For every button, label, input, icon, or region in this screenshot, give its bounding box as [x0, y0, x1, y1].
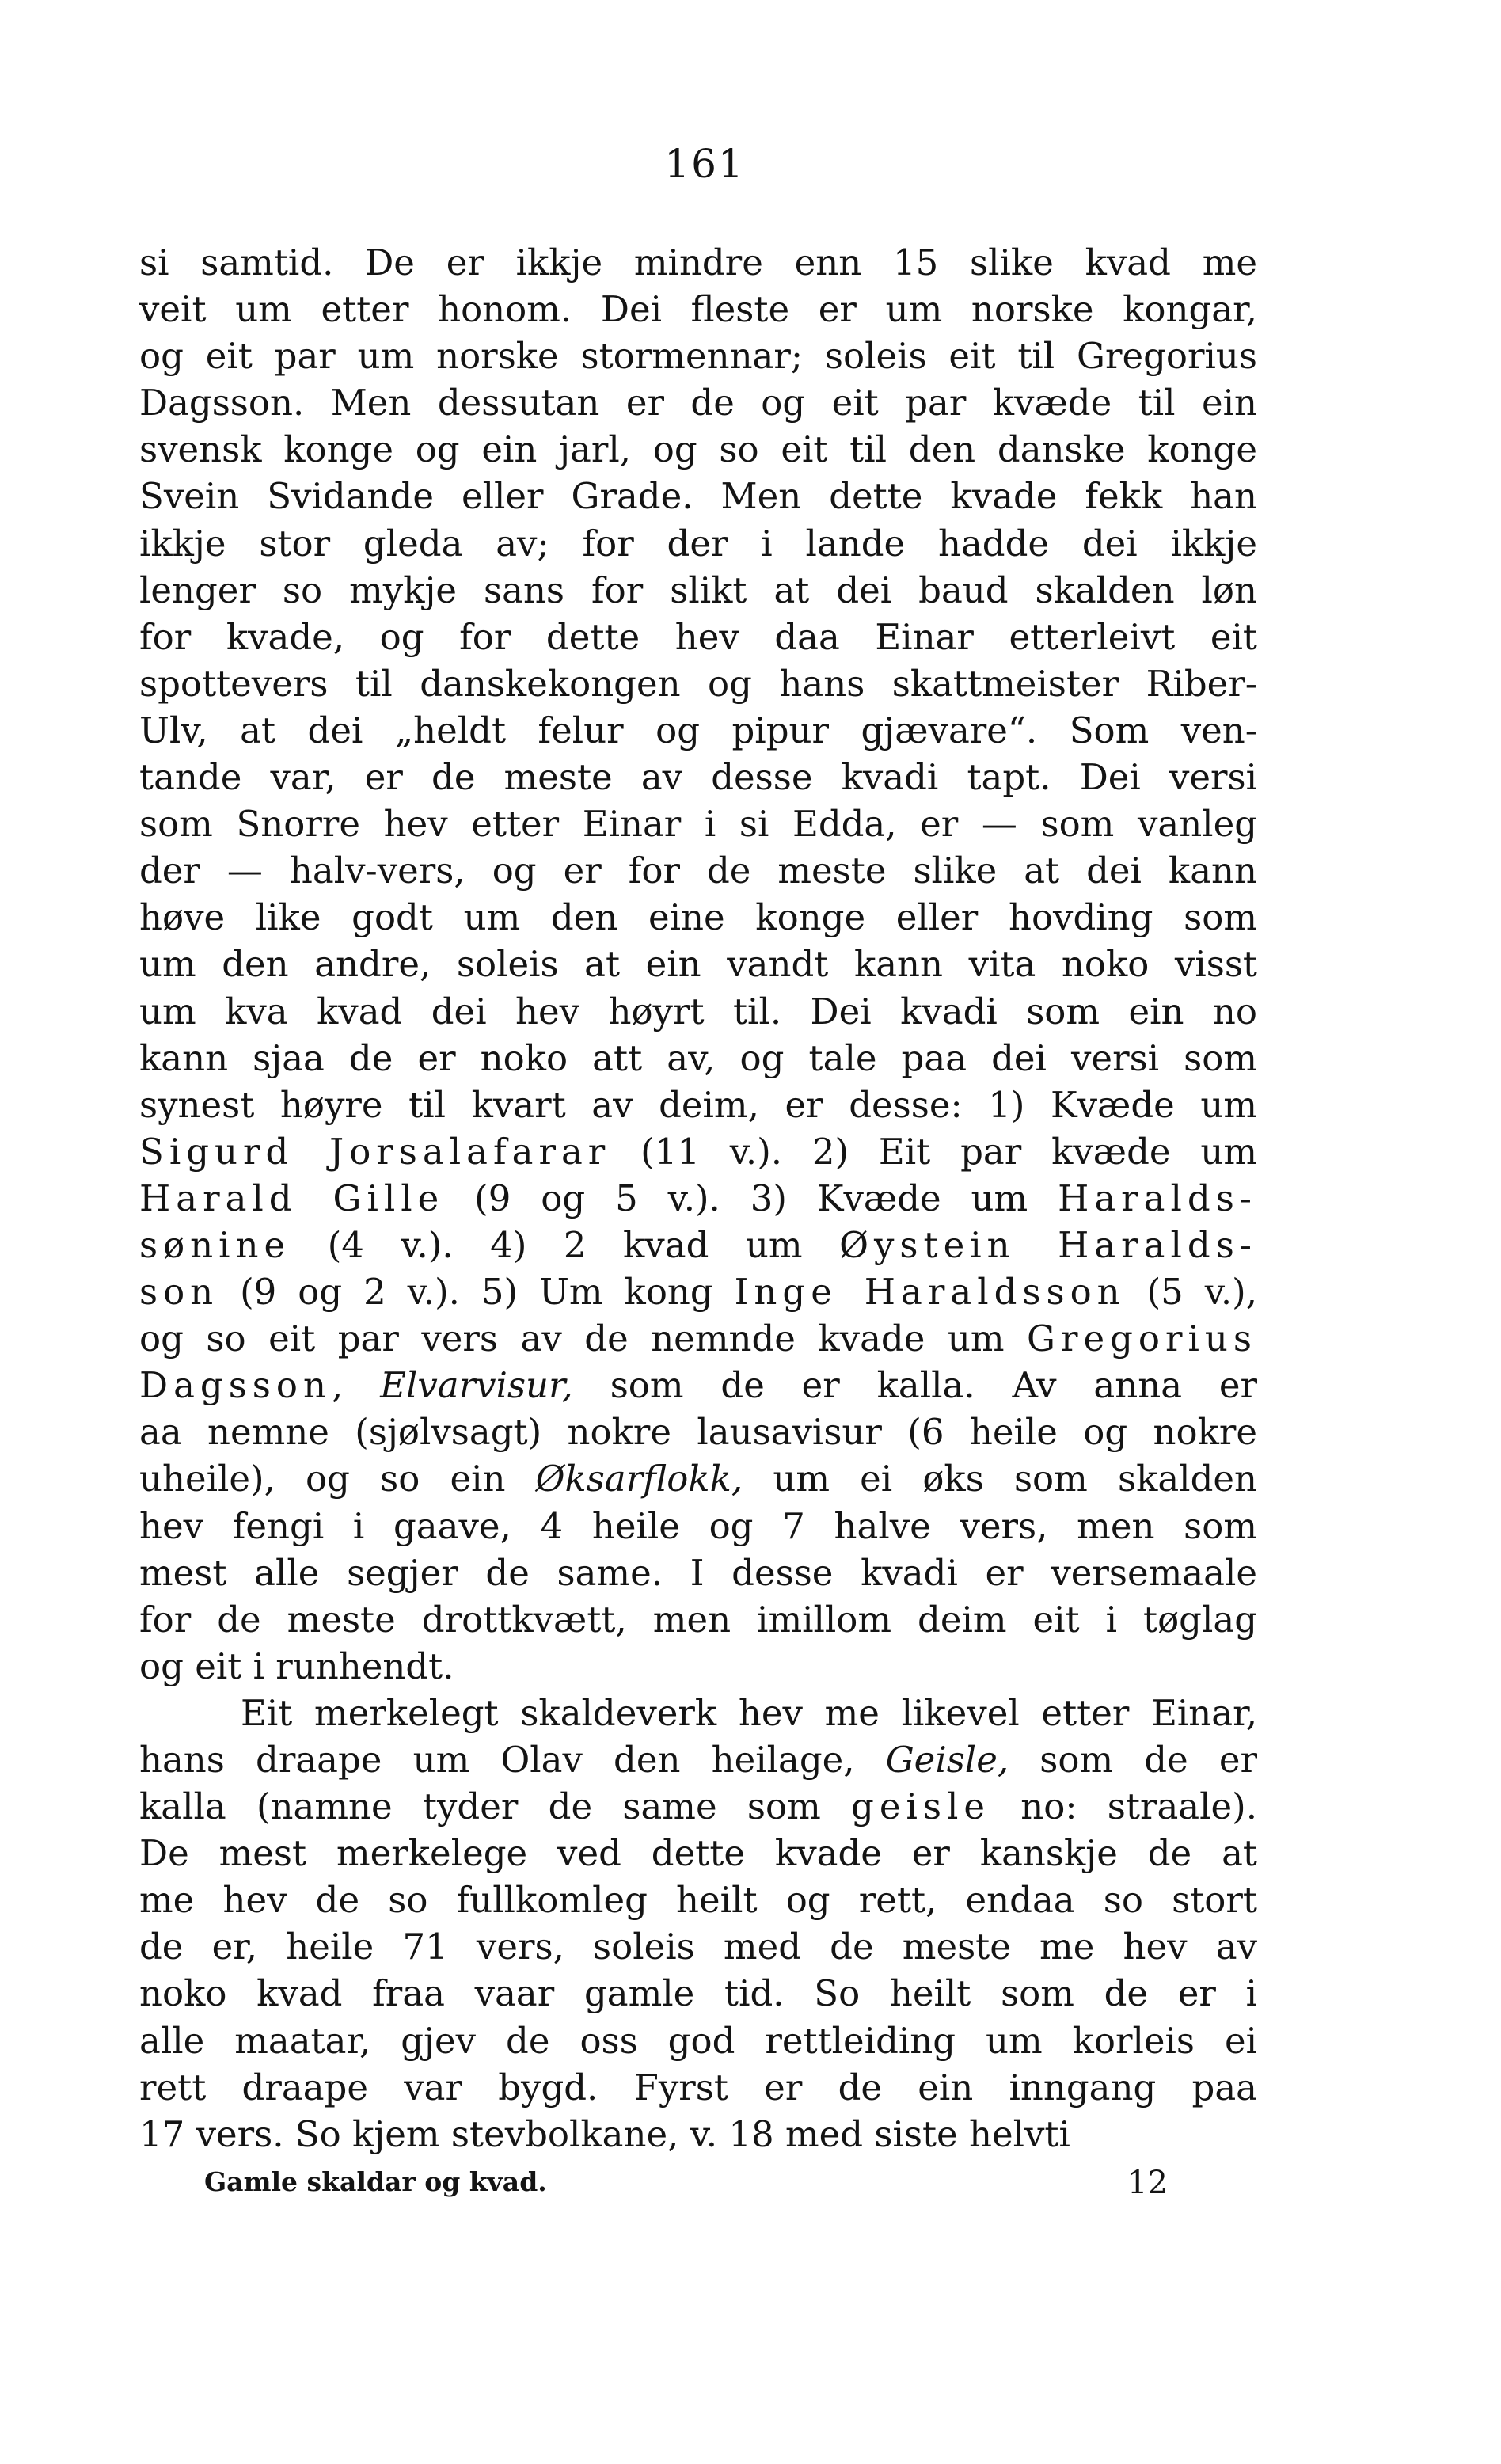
text-segment: um ei øks som skalden [743, 1458, 1257, 1500]
text-segment: de er, heile 71 vers, soleis med de meste me hev av [139, 1926, 1257, 1968]
text-segment: no: straale). [990, 1785, 1257, 1828]
text-line [139, 1690, 1257, 1736]
text-segment: (11 v.). 2) Eit par kvæde um [610, 1130, 1257, 1173]
text-segment: mest alle segjer de same. I desse kvadi er versemaale [139, 1551, 1257, 1594]
text-segment: si samtid. De er ikkje mindre enn 15 slike kvad me [139, 241, 1257, 283]
text-segment: kalla (namne tyder de same som [139, 1785, 852, 1828]
text-segment: og eit i runhendt. [139, 1645, 454, 1687]
spaced-name: geisle [851, 1785, 990, 1828]
text-line [139, 1035, 1257, 1082]
text-segment: , [331, 1364, 381, 1407]
text-segment: hev fengi i gaave, 4 heile og 7 halve vers, men som [139, 1504, 1257, 1547]
text-segment: for kvade, og for dette hev daa Einar etterleivt eit [139, 615, 1257, 658]
text-segment: me hev de so fullkomleg heilt og rett, endaa so stort [139, 1879, 1257, 1922]
text-segment: synest høyre til kvart av deim, er desse: 1) Kvæde um [139, 1083, 1257, 1126]
text-line [139, 847, 1257, 894]
spaced-name: Harald Gille [139, 1177, 445, 1219]
italic-text: Elvarvisur, [380, 1364, 573, 1407]
text-segment: Ulv, at dei „heldt felur og pipur gjævare“. Som ven- [139, 709, 1257, 751]
text-segment: rett draape var bygd. Fyrst er de ein inngang paa [139, 2066, 1257, 2108]
text-line [139, 2017, 1257, 2064]
italic-text: Geisle, [885, 1739, 1009, 1781]
text-segment: som Snorre hev etter Einar i si Edda, er — som vanleg [139, 803, 1257, 846]
text-line [139, 379, 1257, 426]
text-segment: som de er kalla. Av anna er [572, 1364, 1257, 1407]
text-segment: og so eit par vers av de nemnde kvade um [139, 1318, 1028, 1360]
body-text [139, 239, 1257, 2158]
running-footer-title: Gamle skaldar og kvad. [204, 2166, 547, 2197]
spaced-name: son [139, 1271, 219, 1314]
text-line [139, 1550, 1257, 1596]
text-line [139, 941, 1257, 987]
text-segment: Svein Svidande eller Grade. Men dette kvade fekk han [139, 475, 1257, 518]
text-line [139, 800, 1257, 847]
page-number: 161 [664, 141, 745, 187]
spaced-name: Gregorius [1027, 1318, 1257, 1360]
text-segment: der — halv-vers, og er for de meste slike at dei kann [139, 850, 1257, 892]
text-line [139, 614, 1257, 660]
text-segment: Eit merkelegt skaldeverk hev me likevel etter Einar, [241, 1691, 1257, 1734]
text-line [139, 894, 1257, 941]
spaced-name: Haralds- [1058, 1177, 1258, 1219]
text-line [139, 1877, 1257, 1923]
text-line [139, 660, 1257, 707]
text-line [139, 754, 1257, 800]
text-line [139, 239, 1257, 286]
text-line [139, 1503, 1257, 1550]
text-segment: høve like godt um den eine konge eller hovding som [139, 896, 1257, 939]
text-line [139, 1970, 1257, 2017]
text-line [139, 1268, 1257, 1315]
spaced-name: Inge Haraldsson [734, 1271, 1126, 1314]
text-line [139, 1736, 1257, 1783]
text-line [139, 988, 1257, 1035]
text-line [139, 1643, 1257, 1690]
spaced-name: Dagsson [139, 1364, 332, 1407]
text-line [139, 567, 1257, 614]
text-segment: alle maatar, gjev de oss god rettleiding um korleis ei [139, 2019, 1257, 2062]
text-line [139, 1830, 1257, 1877]
text-line [139, 2111, 1257, 2158]
text-segment: 17 vers. So kjem stevbolkane, v. 18 med siste helvti [139, 2112, 1070, 2155]
text-line [139, 286, 1257, 333]
text-line [139, 1455, 1257, 1502]
text-segment: (9 og 2 v.). 5) Um kong [218, 1271, 735, 1314]
text-line [139, 1175, 1257, 1222]
text-segment: for de meste drottkvætt, men imillom deim eit i tøglag [139, 1598, 1257, 1641]
text-segment: som de er [1009, 1739, 1257, 1781]
text-segment: uheile), og so ein [139, 1458, 536, 1500]
text-segment: tande var, er de meste av desse kvadi tapt. Dei versi [139, 756, 1257, 799]
text-segment: um den andre, soleis at ein vandt kann vita noko visst [139, 943, 1257, 986]
text-line [139, 1783, 1257, 1830]
text-segment: (5 v.), [1125, 1271, 1258, 1314]
text-line [139, 1923, 1257, 1970]
text-line [139, 707, 1257, 754]
text-line [139, 520, 1257, 567]
signature-mark: 12 [1127, 2165, 1168, 2201]
text-line [139, 1315, 1257, 1362]
text-line [139, 333, 1257, 379]
spaced-name: Øystein Haralds- [839, 1223, 1258, 1266]
text-segment: (9 og 5 v.). 3) Kvæde um [444, 1177, 1058, 1219]
text-segment: kann sjaa de er noko att av, og tale paa dei versi som [139, 1036, 1257, 1079]
text-segment: veit um etter honom. Dei fleste er um norske kongar, [139, 288, 1257, 331]
text-line [139, 473, 1257, 519]
text-segment: Dagsson. Men dessutan er de og eit par kvæde til ein [139, 382, 1257, 424]
spaced-name: sønine [139, 1223, 291, 1266]
text-segment: spottevers til danskekongen og hans skattmeister Riber- [139, 662, 1257, 705]
text-segment: hans draape um Olav den heilage, [139, 1739, 886, 1781]
spaced-name: Sigurd Jorsalafarar [139, 1130, 611, 1173]
text-line [139, 1596, 1257, 1643]
text-segment: lenger so mykje sans for slikt at dei baud skalden løn [139, 568, 1257, 611]
text-segment: (4 v.). 4) 2 kvad um [291, 1223, 840, 1266]
text-segment: svensk konge og ein jarl, og so eit til den danske konge [139, 428, 1257, 471]
text-line [139, 1082, 1257, 1128]
text-segment: ikkje stor gleda av; for der i lande hadde dei ikkje [139, 522, 1257, 565]
text-segment: noko kvad fraa vaar gamle tid. So heilt som de er i [139, 1972, 1257, 2015]
text-segment: um kva kvad dei hev høyrt til. Dei kvadi som ein no [139, 990, 1257, 1032]
italic-text: Øksarflokk, [535, 1458, 743, 1500]
text-line [139, 1222, 1257, 1268]
text-line [139, 426, 1257, 473]
text-segment: De mest merkelege ved dette kvade er kanskje de at [139, 1832, 1257, 1875]
text-segment: aa nemne (sjølvsagt) nokre lausavisur (6 heile og nokre [139, 1411, 1257, 1454]
text-line [139, 2064, 1257, 2111]
text-line [139, 1409, 1257, 1455]
text-line [139, 1128, 1257, 1175]
text-line [139, 1362, 1257, 1409]
text-segment: og eit par um norske stormennar; soleis eit til Gregorius [139, 335, 1257, 378]
